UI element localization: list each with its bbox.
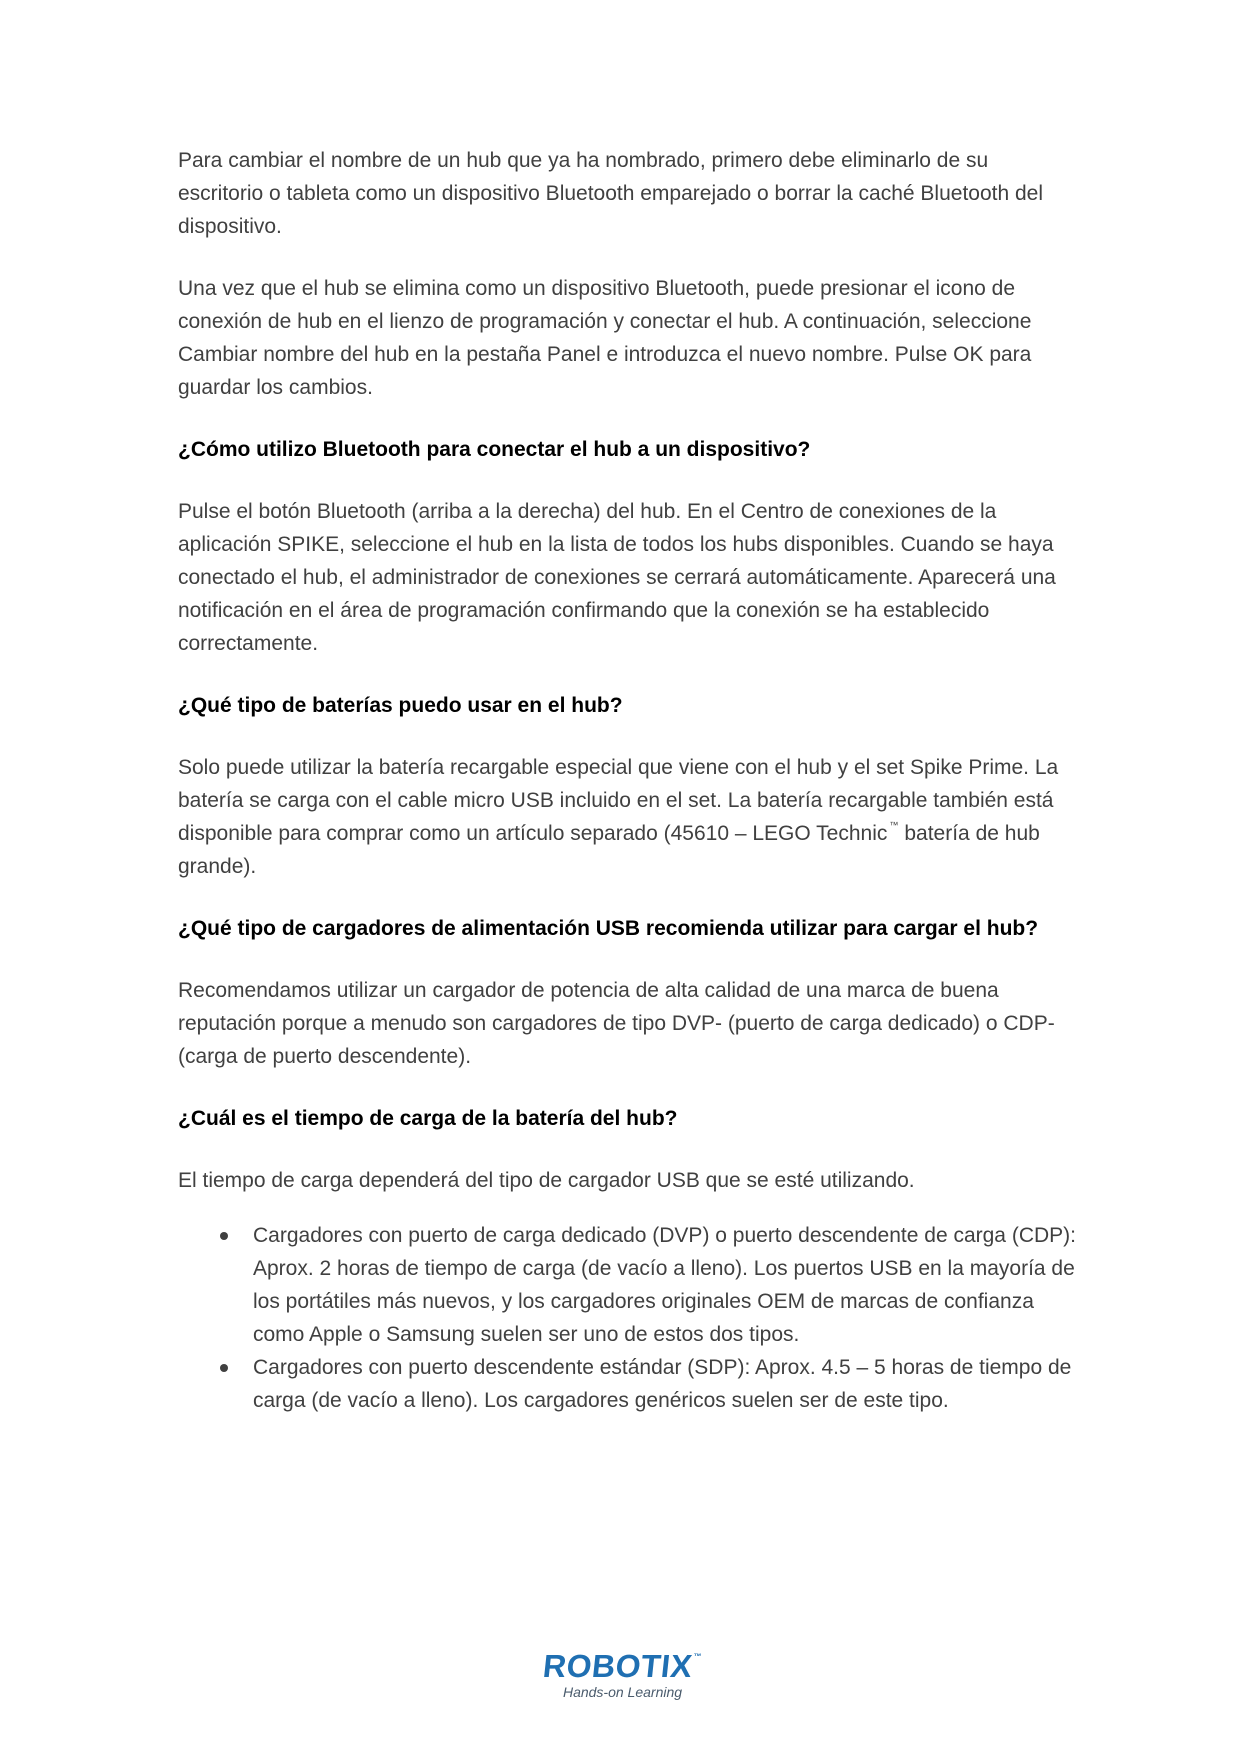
heading-usb-chargers: ¿Qué tipo de cargadores de alimentación USB recomienda utilizar para cargar el hub? — [178, 917, 1039, 940]
paragraph-charge-time: El tiempo de carga dependerá del tipo de cargador USB que se esté utilizando. — [178, 1169, 915, 1192]
paragraph-battery-type — [178, 751, 1078, 883]
heading-charge-time: ¿Cuál es el tiempo de carga de la batería del hub? — [178, 1107, 678, 1130]
bullet-icon — [220, 1364, 228, 1372]
logo-tagline: Hands-on Learning — [562, 1684, 683, 1700]
battery-text-part2: batería de hub grande). — [178, 822, 1040, 878]
heading-battery-type: ¿Qué tipo de baterías puedo usar en el hub? — [178, 694, 623, 717]
paragraph-usb-chargers: Recomendamos utilizar un cargador de potencia de alta calidad de una marca de buena reputación porque a menudo son cargadores de tipo DVP- (puerto de carga dedicado) o CDP- (carga de puerto descendente). — [178, 979, 1055, 1068]
charger-bullet-list — [178, 1219, 1078, 1417]
list-item — [178, 1351, 1078, 1417]
trademark-symbol: ™ — [889, 820, 899, 830]
battery-text-part1: Solo puede utilizar la batería recargable especial que viene con el hub y el set Spike Prime. La batería se carga con el cable micro USB incluido en el set. La batería recargable también está disponible para comprar como un artículo separado (45610 – LEGO Technic — [178, 756, 1059, 845]
list-item — [178, 1219, 1078, 1351]
document-body — [178, 144, 1078, 1417]
heading-bluetooth-connect: ¿Cómo utilizo Bluetooth para conectar el hub a un dispositivo? — [178, 438, 811, 461]
bullet-icon — [220, 1232, 228, 1240]
list-item-text: Cargadores con puerto de carga dedicado (DVP) o puerto descendente de carga (CDP): Aprox. 2 horas de tiempo de carga (de vacío a lleno). Los puertos USB en la mayoría de los portátiles más nuevos, y los cargadores originales OEM de marcas de confianza como Apple o Samsung suelen ser uno de estos dos tipos. — [253, 1224, 1076, 1346]
logo-wordmark — [538, 1640, 708, 1683]
robotix-logo — [540, 1640, 705, 1700]
logo-trademark: ™ — [692, 1652, 703, 1661]
logo-word-text: ROBOTIX — [541, 1648, 695, 1684]
list-item-text: Cargadores con puerto descendente estándar (SDP): Aprox. 4.5 – 5 horas de tiempo de carga (de vacío a lleno). Los cargadores genéricos suelen ser de este tipo. — [253, 1356, 1072, 1412]
paragraph-rename-steps: Una vez que el hub se elimina como un dispositivo Bluetooth, puede presionar el icono de conexión de hub en el lienzo de programación y conectar el hub. A continuación, seleccione Cambiar nombre del hub en la pestaña Panel e introduzca el nuevo nombre. Pulse OK para guardar los cambios. — [178, 277, 1032, 399]
paragraph-rename-hub: Para cambiar el nombre de un hub que ya ha nombrado, primero debe eliminarlo de su escritorio o tableta como un dispositivo Bluetooth emparejado o borrar la caché Bluetooth del dispositivo. — [178, 149, 1044, 238]
paragraph-bluetooth-connect: Pulse el botón Bluetooth (arriba a la derecha) del hub. En el Centro de conexiones de la aplicación SPIKE, seleccione el hub en la lista de todos los hubs disponibles. Cuando se haya conectado el hub, el administrador de conexiones se cerrará automáticamente. Aparecerá una notificación en el área de programación confirmando que la conexión se ha establecido correctamente. — [178, 500, 1056, 655]
